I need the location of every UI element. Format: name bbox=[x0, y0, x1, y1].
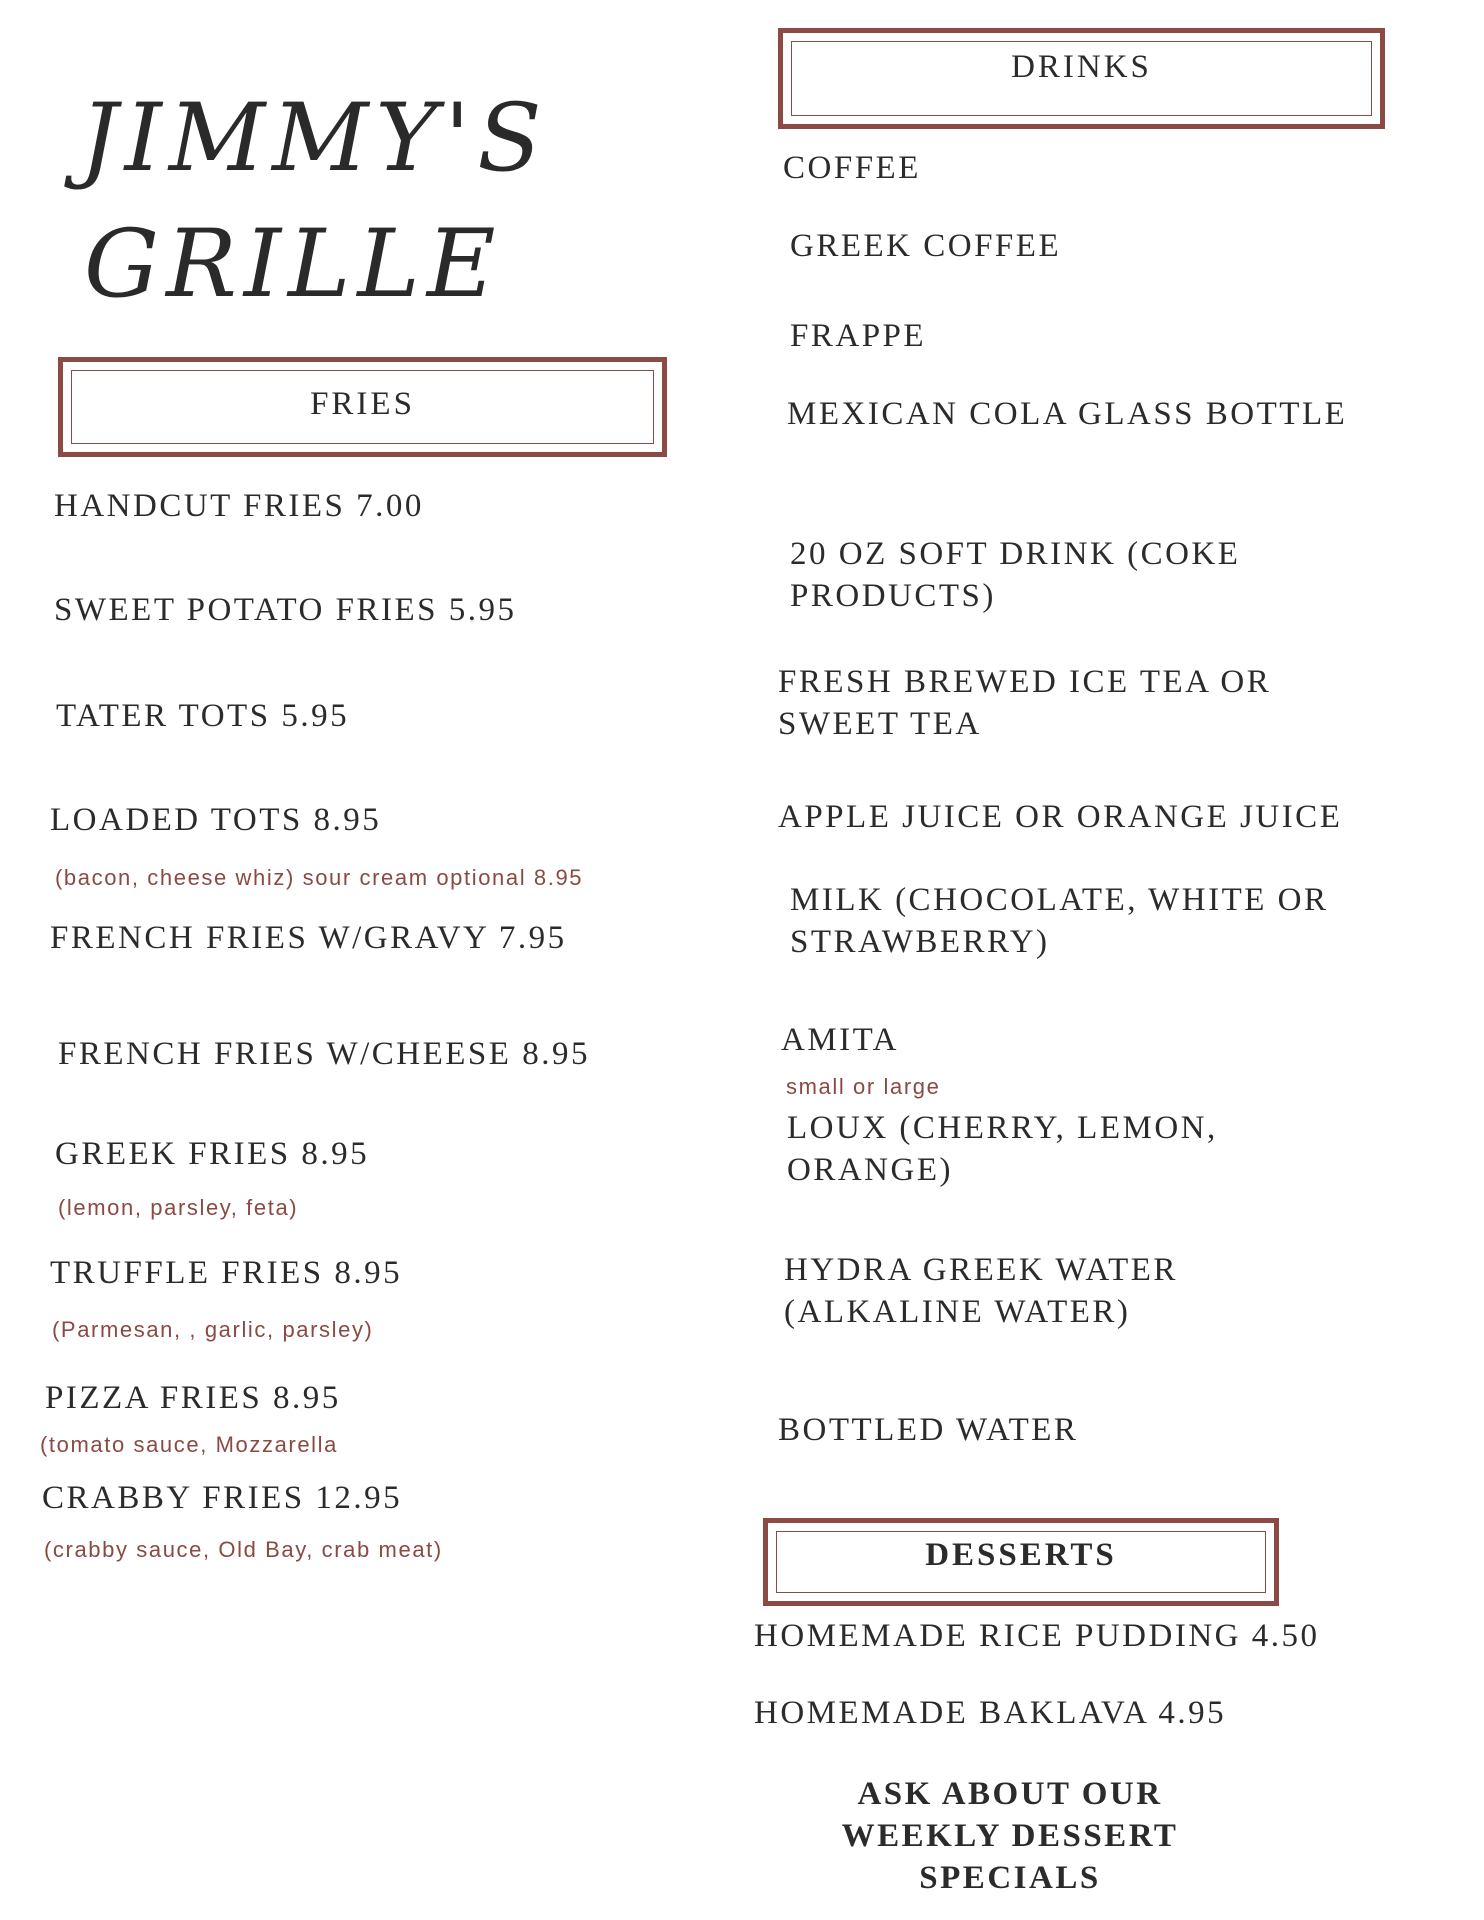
drinks-item: AMITA bbox=[781, 1022, 900, 1058]
fries-item: TRUFFLE FRIES 8.95 bbox=[50, 1255, 403, 1291]
fries-item: LOADED TOTS 8.95 bbox=[50, 802, 382, 838]
fries-item: TATER TOTS 5.95 bbox=[56, 698, 350, 734]
fries-item-note: (Parmesan, , garlic, parsley) bbox=[52, 1317, 374, 1342]
fries-item: SWEET POTATO FRIES 5.95 bbox=[54, 592, 517, 628]
desserts-item: HOMEMADE RICE PUDDING 4.50 bbox=[754, 1618, 1320, 1654]
desserts-heading-box bbox=[763, 1518, 1279, 1606]
drinks-item: GREEK COFFEE bbox=[790, 228, 1062, 264]
drinks-item: HYDRA GREEK WATER (ALKALINE WATER) bbox=[784, 1252, 1178, 1330]
drinks-item-note: small or large bbox=[786, 1074, 941, 1099]
fries-item-note: (bacon, cheese whiz) sour cream optional 8.95 bbox=[55, 865, 584, 890]
fries-item: FRENCH FRIES W/CHEESE 8.95 bbox=[58, 1036, 590, 1072]
restaurant-title-line2: GRILLE bbox=[84, 210, 503, 319]
drinks-item: FRAPPE bbox=[790, 318, 927, 354]
desserts-heading: DESSERTS bbox=[925, 1537, 1117, 1573]
desserts-item: HOMEMADE BAKLAVA 4.95 bbox=[754, 1695, 1227, 1731]
fries-item: HANDCUT FRIES 7.00 bbox=[54, 488, 424, 524]
drinks-item: BOTTLED WATER bbox=[778, 1412, 1079, 1448]
fries-item: PIZZA FRIES 8.95 bbox=[45, 1380, 341, 1416]
restaurant-title-line1: JIMMY'S bbox=[80, 84, 549, 193]
dessert-specials-note: ASK ABOUT OUR WEEKLY DESSERT SPECIALS bbox=[841, 1776, 1179, 1896]
drinks-item: FRESH BREWED ICE TEA OR SWEET TEA bbox=[778, 664, 1272, 742]
fries-heading: FRIES bbox=[310, 386, 415, 422]
fries-heading-box bbox=[58, 357, 667, 457]
drinks-item: 20 OZ SOFT DRINK (COKE PRODUCTS) bbox=[790, 536, 1241, 614]
fries-item: GREEK FRIES 8.95 bbox=[55, 1136, 370, 1172]
fries-item-note: (crabby sauce, Old Bay, crab meat) bbox=[44, 1537, 443, 1562]
drinks-item: APPLE JUICE OR ORANGE JUICE bbox=[778, 799, 1343, 835]
fries-item: FRENCH FRIES W/GRAVY 7.95 bbox=[50, 920, 567, 956]
drinks-heading-box bbox=[778, 28, 1385, 129]
drinks-item: MILK (CHOCOLATE, WHITE OR STRAWBERRY) bbox=[790, 882, 1329, 960]
drinks-item: LOUX (CHERRY, LEMON, ORANGE) bbox=[787, 1110, 1218, 1188]
drinks-heading: DRINKS bbox=[1011, 49, 1152, 85]
drinks-item: COFFEE bbox=[783, 150, 921, 186]
fries-item-note: (lemon, parsley, feta) bbox=[58, 1195, 299, 1220]
drinks-item: MEXICAN COLA GLASS BOTTLE bbox=[787, 396, 1348, 432]
fries-item: CRABBY FRIES 12.95 bbox=[42, 1480, 403, 1516]
fries-item-note: (tomato sauce, Mozzarella bbox=[40, 1432, 338, 1457]
